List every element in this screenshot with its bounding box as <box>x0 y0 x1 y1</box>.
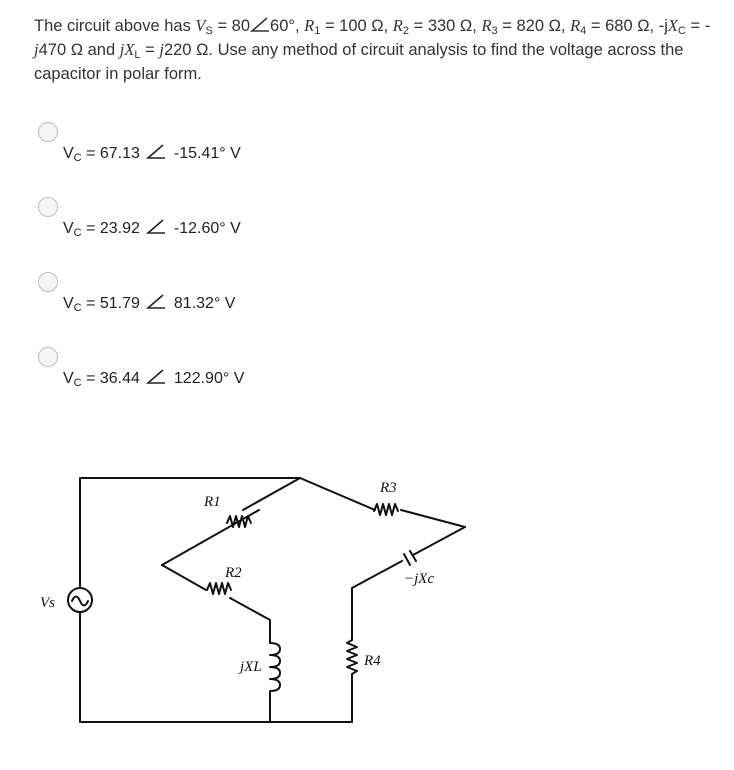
capacitor-plate <box>404 551 416 565</box>
r4-resistor <box>347 640 357 722</box>
j-symbol: j <box>159 40 164 59</box>
answer-label[interactable] <box>63 294 235 313</box>
option-subscript: C <box>73 302 82 314</box>
angle-icon <box>146 144 166 160</box>
angle-icon <box>146 294 166 310</box>
xc-symbol: X <box>667 16 678 35</box>
r1-subscript: 1 <box>314 25 321 37</box>
option-angle: 81.32° V <box>173 295 236 312</box>
option-subscript: C <box>73 377 82 389</box>
xc-subscript: C <box>677 25 686 37</box>
jxc-label: −jXc <box>404 571 435 587</box>
question-part: = <box>140 41 160 59</box>
j-symbol: j <box>34 40 39 59</box>
r2-symbol: R <box>392 16 403 35</box>
option-subscript: C <box>73 152 82 164</box>
r4-label: R4 <box>364 653 381 669</box>
r1-symbol: R <box>304 16 315 35</box>
question-part: The circuit above has <box>34 17 196 35</box>
r3-symbol: R <box>481 16 492 35</box>
r1-label: R1 <box>204 494 221 510</box>
wire-left-bottom <box>80 612 352 722</box>
answer-option-3[interactable] <box>0 272 420 332</box>
jxl-inductor <box>270 643 280 722</box>
option-magnitude: = 51.79 <box>81 295 140 312</box>
option-angle: -15.41° V <box>173 145 241 162</box>
option-prefix: V <box>63 145 74 162</box>
answer-option-4[interactable] <box>0 347 420 407</box>
jxl-label: jXL <box>240 659 262 675</box>
vs-subscript: S <box>205 25 213 37</box>
r2-subscript: 2 <box>402 25 410 37</box>
option-angle: 122.90° V <box>173 370 245 387</box>
wire-r2 <box>162 565 270 643</box>
answer-label[interactable] <box>63 369 244 388</box>
option-prefix: V <box>63 295 74 312</box>
option-prefix: V <box>63 370 74 387</box>
vs-label: Vs <box>40 595 55 611</box>
question-part: = 680 Ω, -j <box>586 17 668 35</box>
jxl-symbol: jX <box>119 40 135 59</box>
question-text <box>34 14 714 86</box>
radio-button[interactable] <box>38 347 58 367</box>
angle-icon <box>146 369 166 385</box>
r3-label: R3 <box>380 480 397 496</box>
r3-resistor <box>374 504 398 515</box>
r4-subscript: 4 <box>580 25 587 37</box>
option-angle: -12.60° V <box>173 220 241 237</box>
question-part: 60°, <box>270 17 305 35</box>
answer-label[interactable] <box>63 144 241 163</box>
circuit-diagram <box>0 440 734 770</box>
option-subscript: C <box>73 227 82 239</box>
option-magnitude: = 23.92 <box>81 220 140 237</box>
question-part: = 330 Ω, <box>409 17 482 35</box>
r2-label: R2 <box>225 565 242 581</box>
question-part: = 80 <box>212 17 251 35</box>
vs-symbol: V <box>195 16 206 35</box>
angle-icon <box>250 16 270 32</box>
question-part: = 820 Ω, <box>497 17 571 35</box>
option-magnitude: = 36.44 <box>81 370 140 387</box>
question-part: 220 Ω. Use any method of circuit analysis to find the voltage across the capacitor in polar form. <box>34 41 684 83</box>
sine-wave-icon <box>72 597 88 606</box>
answer-option-2[interactable] <box>0 197 420 257</box>
option-magnitude: = 67.13 <box>81 145 140 162</box>
answer-option-1[interactable] <box>0 122 420 182</box>
xl-subscript: L <box>134 49 141 61</box>
wire-left-top <box>80 478 300 588</box>
radio-button[interactable] <box>38 122 58 142</box>
option-prefix: V <box>63 220 74 237</box>
radio-button[interactable] <box>38 197 58 217</box>
r3-subscript: 3 <box>491 25 498 37</box>
question-part: = - <box>685 17 711 35</box>
question-part: = 100 Ω, <box>320 17 393 35</box>
angle-icon <box>146 219 166 235</box>
radio-button[interactable] <box>38 272 58 292</box>
r4-symbol: R <box>570 16 581 35</box>
question-part: 470 Ω and <box>38 41 120 59</box>
answer-label[interactable] <box>63 219 241 238</box>
r2-resistor <box>207 583 231 594</box>
